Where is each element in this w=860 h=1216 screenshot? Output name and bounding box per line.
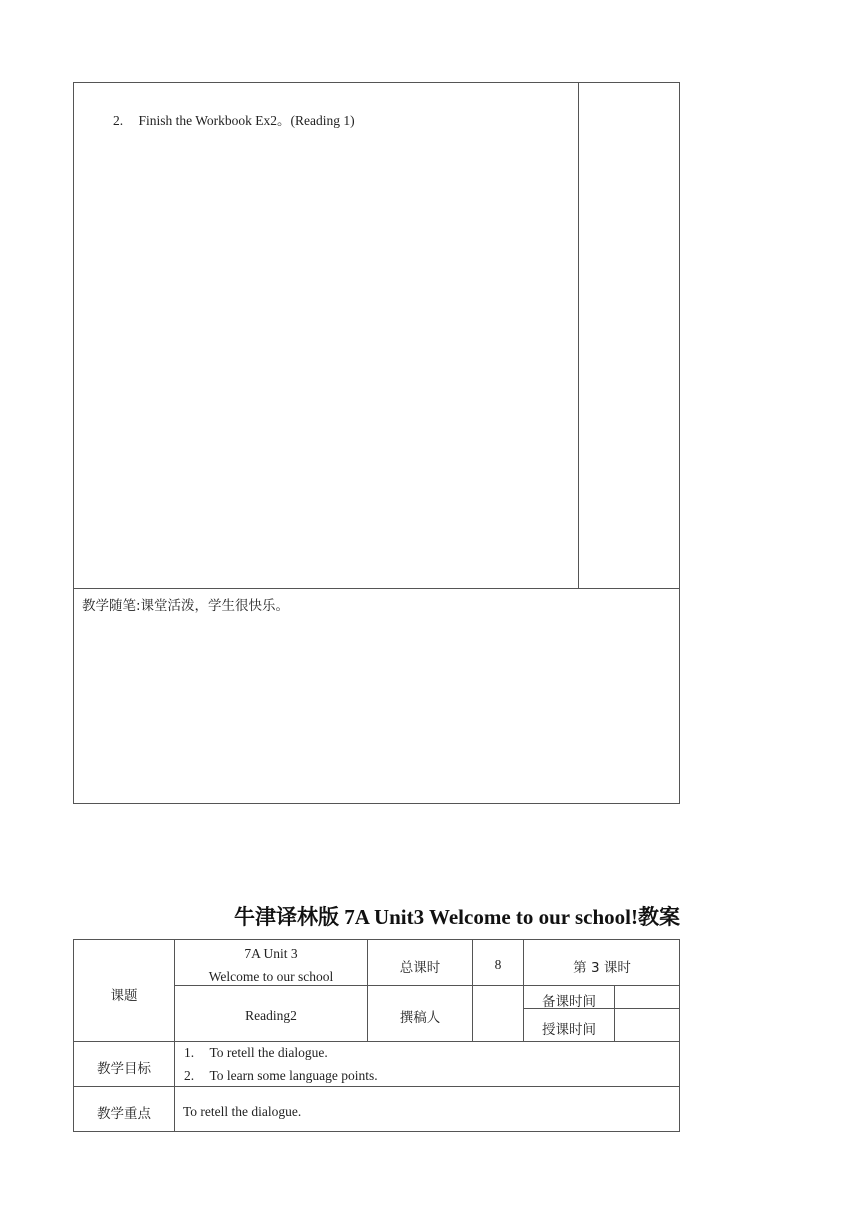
goal-number: 1. bbox=[184, 1045, 195, 1060]
topic-label: 课题 bbox=[110, 988, 138, 1004]
top-table-divider bbox=[578, 82, 579, 589]
topic-line1: 7A Unit 3 bbox=[244, 946, 298, 961]
top-table bbox=[73, 82, 680, 804]
info-col-line bbox=[472, 939, 473, 1041]
page-title: 牛津译林版 7A Unit3 Welcome to our school!教案 bbox=[233, 905, 680, 929]
goal-item bbox=[184, 1068, 378, 1084]
homework-item bbox=[113, 109, 355, 129]
homework-item-number: 2. bbox=[113, 113, 124, 128]
total-hours-label: 总课时 bbox=[399, 960, 441, 976]
prep-time-label: 备课时间 bbox=[542, 994, 596, 1010]
lesson-number: 第 3 课时 bbox=[573, 960, 631, 976]
key-points-text: To retell the dialogue. bbox=[183, 1104, 302, 1119]
key-points-label: 教学重点 bbox=[97, 1106, 151, 1122]
total-hours-value: 8 bbox=[494, 957, 502, 972]
goals-label: 教学目标 bbox=[97, 1061, 151, 1077]
goal-text: To retell the dialogue. bbox=[209, 1045, 328, 1060]
info-row-line bbox=[73, 1086, 680, 1087]
teaching-notes: 教学随笔:课堂活泼，学生很快乐。 bbox=[82, 598, 290, 614]
info-col-line bbox=[614, 985, 615, 1041]
author-label: 撰稿人 bbox=[399, 1010, 441, 1026]
info-col-line bbox=[174, 939, 175, 1132]
info-row-line bbox=[174, 985, 680, 986]
subtopic: Reading2 bbox=[245, 1008, 297, 1023]
goal-item bbox=[184, 1045, 328, 1061]
goal-number: 2. bbox=[184, 1068, 195, 1083]
top-table-row-separator bbox=[73, 588, 680, 589]
info-row-line bbox=[73, 1041, 680, 1042]
topic-line2: Welcome to our school bbox=[208, 969, 334, 984]
teach-time-label: 授课时间 bbox=[542, 1022, 596, 1038]
goal-text: To learn some language points. bbox=[209, 1068, 378, 1083]
homework-item-text: Finish the Workbook Ex2。(Reading 1) bbox=[138, 113, 355, 128]
